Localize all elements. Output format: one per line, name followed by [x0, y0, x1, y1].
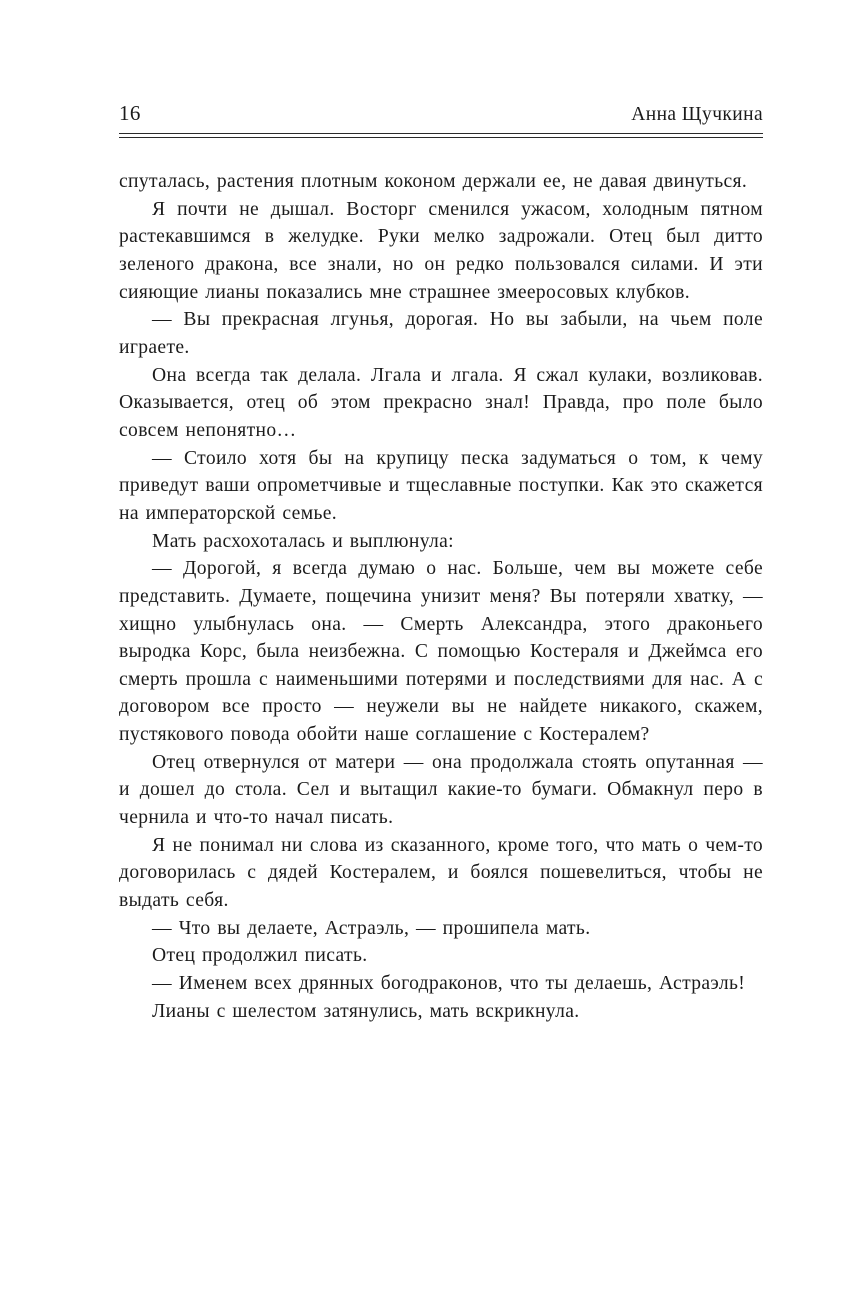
paragraph: Лианы с шелестом затянулись, мать вскрикнула. [152, 1000, 580, 1022]
paragraph: Я почти не дышал. Восторг сменился ужасом, холодным пятном растекавшимся в желудке. Руки мелко задрожали. Отец был дитто зеленого дракона, все знали, но он редко пользовался силами. И эти сияющие лианы показались мне страшнее змееросовых клубков. [119, 198, 763, 303]
paragraph: — Вы прекрасная лгунья, дорогая. Но вы забыли, на чьем поле играете. [119, 309, 763, 358]
paragraph: Она всегда так делала. Лгала и лгала. Я сжал кулаки, возликовав. Оказывается, отец об этом прекрасно знал! Правда, про поле было совсем непонятно… [119, 364, 763, 441]
paragraph: спуталась, растения плотным коконом держали ее, не давая двинуться. [119, 171, 748, 192]
paragraph: — Именем всех дрянных богодраконов, что ты делаешь, Астраэль! [152, 973, 746, 995]
paragraph: — Дорогой, я всегда думаю о нас. Больше, чем вы можете себе представить. Думаете, пощечина унизит меня? Вы потеряли хватку, — хищно улыбнулась она. — Смерть Александра, этого драконьего выродка Корс, была неизбежна. С помощью Костераля и Джеймса его смерть прошла с наименьшими потерями и последствиями для нас. А с договором все просто — неужели вы не найдете никакого, скажем, пустякового повода обойти наше соглашение с Костералем? [119, 558, 763, 746]
paragraph: Отец отвернулся от матери — она продолжала стоять опутанная — и дошел до стола. Сел и вытащил какие-то бумаги. Обмакнул перо в чернила и что-то начал писать. [119, 751, 763, 829]
page-header [119, 101, 763, 138]
paragraph: — Стоило хотя бы на крупицу песка задуматься о том, к чему приведут ваши опрометчивые и тщеславные поступки. Как это скажется на императорской семье. [119, 447, 763, 524]
paragraph: Мать расхохоталась и выплюнула: [152, 530, 454, 552]
header-divider-rule [119, 133, 763, 138]
paragraph: — Что вы делаете, Астраэль, — прошипела мать. [152, 917, 591, 939]
paragraph: Я не понимал ни слова из сказанного, кроме того, что мать о чем-то договорилась с дядей Костералем, и боялся пошевелиться, чтобы не выдать себя. [119, 834, 763, 912]
running-head-author: Анна Щучкина [631, 104, 763, 125]
paragraph: Отец продолжил писать. [152, 945, 368, 967]
text-body [119, 168, 763, 1025]
page-number: 16 [119, 101, 141, 125]
